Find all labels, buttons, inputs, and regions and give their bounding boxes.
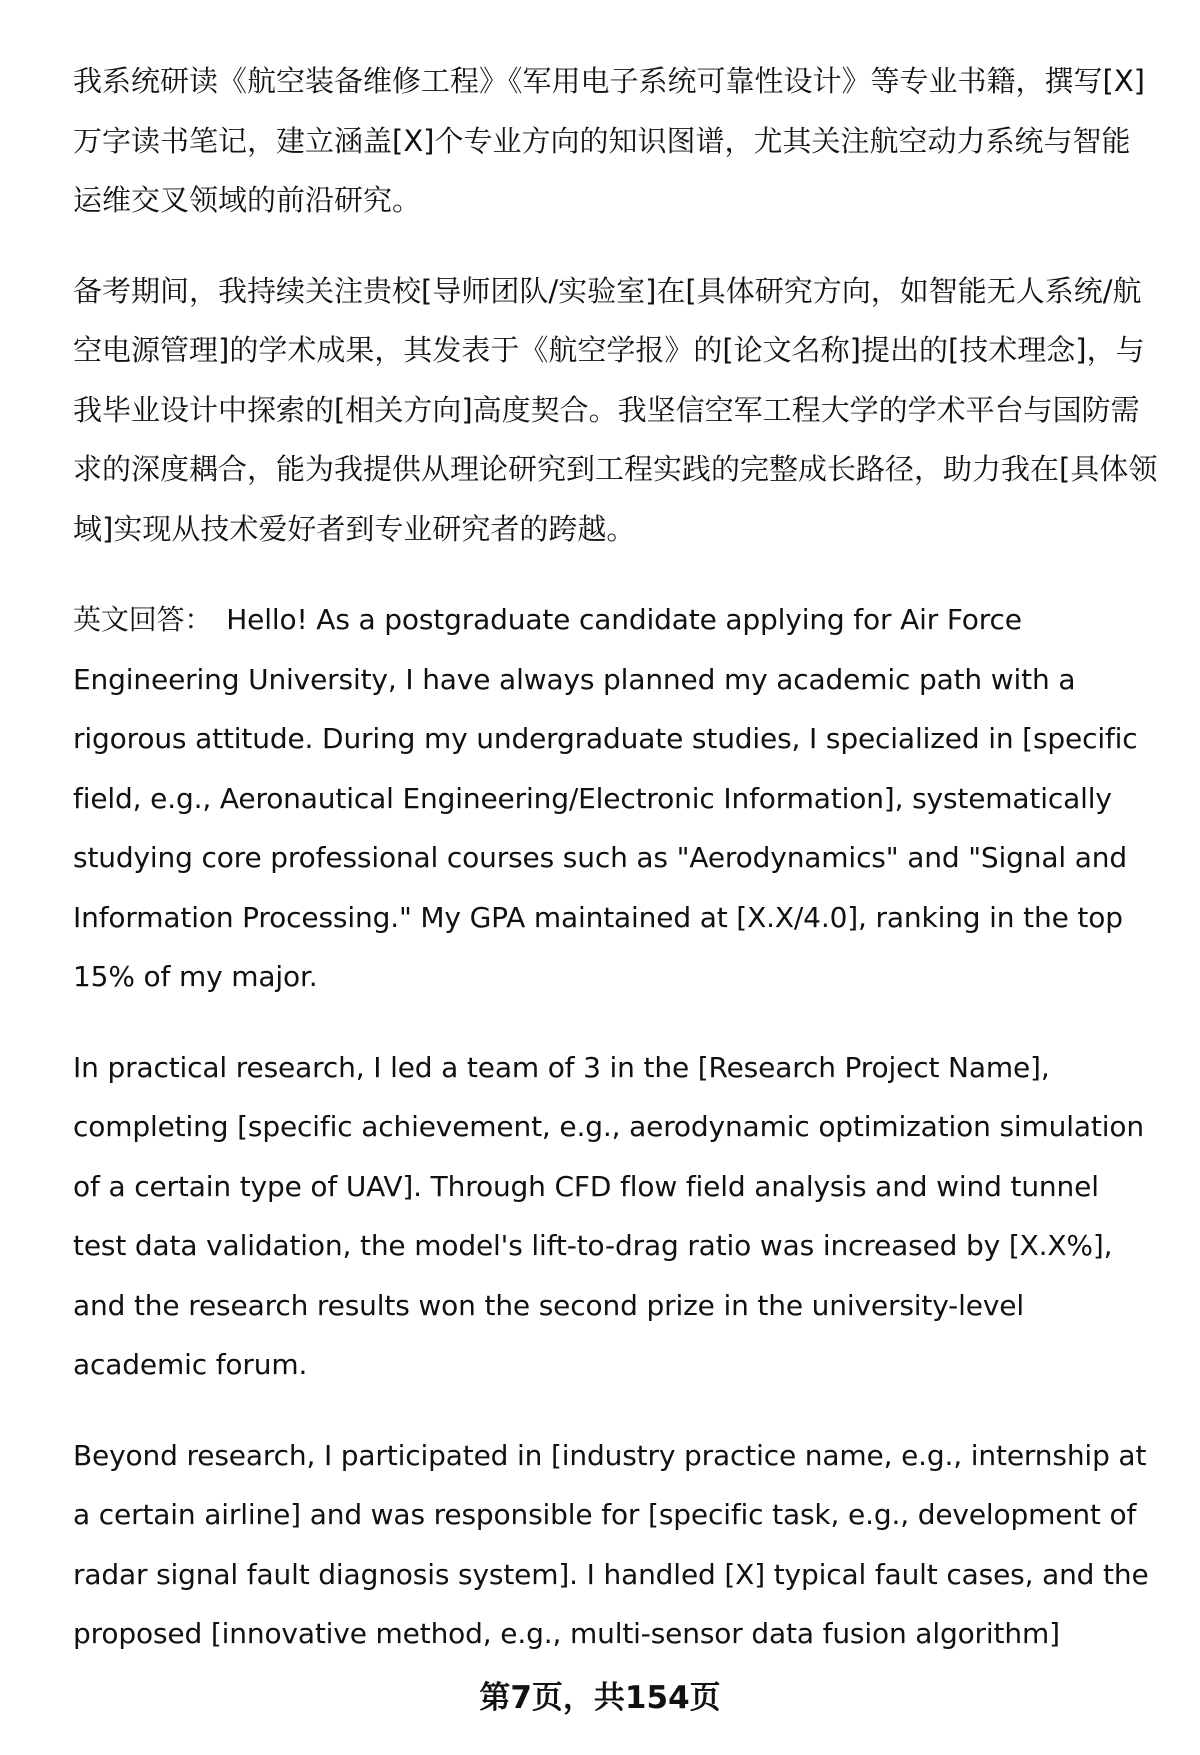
paragraph-text: Hello! As a postgraduate candidate applying for Air Force Engineering University, I have always planned my academic path with a rigorous attitude. During my undergraduate studies, I specialized in [specific field, e.g., Aeronautical Engineering/Electronic Information], systematically studying core professional courses such as "Aerodynamics" and "Signal and Information Processing." My GPA maintained at [X.X/4.0], ranking in the top 15% of my major. [73, 603, 1138, 993]
paragraph-english-answer [73, 590, 1158, 1007]
paragraph-text: 备考期间，我持续关注贵校[导师团队/实验室]在[具体研究方向，如智能无人系统/航空电源管理]的学术成果，其发表于《航空学报》的[论文名称]提出的[技术理念]，与我毕业设计中探索的[相关方向]高度契合。我坚信空军工程大学的学术平台与国防需求的深度耦合，能为我提供从理论研究到工程实践的完整成长路径，助力我在[具体领域]实现从技术爱好者到专业研究者的跨越。 [73, 273, 1158, 546]
document-body [73, 52, 1158, 1695]
paragraph-research-interest [73, 262, 1158, 560]
paragraph-text: In practical research, I led a team of 3 in the [Research Project Name], completing [specific achievement, e.g., aerodynamic optimization simulation of a certain type of UAV]. Through CFD flow field analysis and wind tunnel test data validation, the model's lift-to-drag ratio was increased by [X.X%], and the research results won the second prize in the university-level academic forum. [73, 1050, 1144, 1381]
page-number-footer: 第7页，共154页 [479, 1680, 721, 1716]
paragraph-text: Beyond research, I participated in [industry practice name, e.g., internship at a certain airline] and was responsible for [specific task, e.g., development of radar signal fault diagnosis system]. I handled [X] typical fault cases, and the proposed [innovative method, e.g., multi-sensor data fusion algorithm] [73, 1438, 1149, 1650]
paragraph-industry-practice [73, 1426, 1158, 1664]
paragraph-text: 我系统研读《航空装备维修工程》《军用电子系统可靠性设计》等专业书籍，撰写[X]万字读书笔记，建立涵盖[X]个专业方向的知识图谱，尤其关注航空动力系统与智能运维交叉领域的前沿研究。 [73, 64, 1145, 217]
paragraph-practical-research [73, 1038, 1158, 1395]
paragraph-reading-notes [73, 52, 1158, 231]
english-answer-label: 英文回答： [73, 603, 213, 636]
